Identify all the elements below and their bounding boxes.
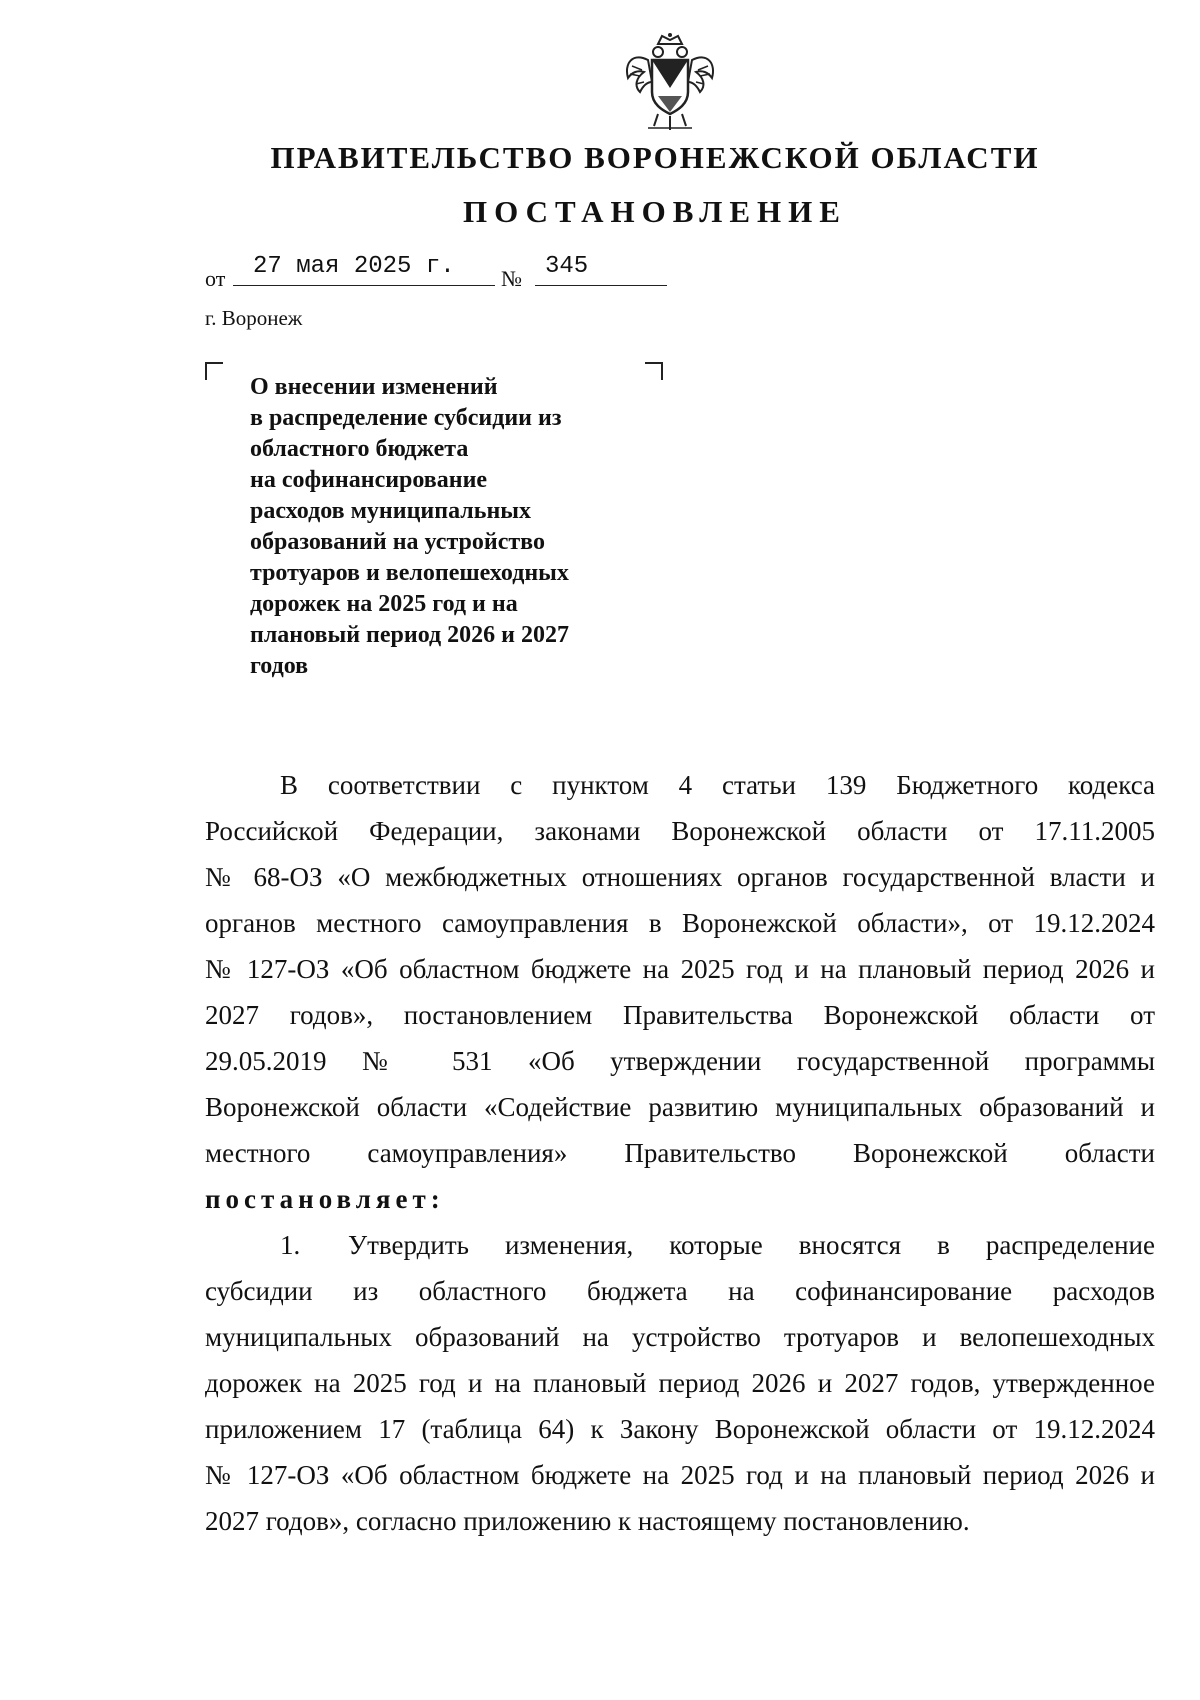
body-line: Воронежской области «Содействие развитию муниципальных образований и [205, 1092, 1155, 1122]
subject-line: годов [250, 653, 309, 679]
item-line: муниципальных образований на устройство тротуаров и велопешеходных [205, 1322, 1155, 1352]
body-line: 2027 годов», постановлением Правительства Воронежской области от [205, 1000, 1155, 1030]
item-line: приложением 17 (таблица 64) к Закону Воронежской области от 19.12.2024 [205, 1414, 1155, 1444]
subject-line: О внесении изменений [250, 374, 498, 400]
item-number: 1. [280, 1230, 301, 1260]
item-line: 2027 годов», согласно приложению к настоящему постановлению. [205, 1506, 970, 1536]
document-type: ПОСТАНОВЛЕНИЕ [463, 194, 847, 229]
subject-line: на софинансирование [250, 467, 488, 493]
document-date: 27 мая 2025 г. [253, 253, 455, 280]
document-body [205, 762, 1155, 1544]
body-line: В соответствии с пунктом 4 статьи 139 Бюджетного кодекса [280, 770, 1155, 800]
body-line: Российской Федерации, законами Воронежской области от 17.11.2005 [205, 816, 1155, 846]
subject-line: в распределение субсидии из [250, 405, 562, 431]
number-label: № [501, 266, 522, 291]
subject-line: областного бюджета [250, 436, 469, 462]
subject-line: плановый период 2026 и 2027 [250, 622, 569, 648]
organization-title: ПРАВИТЕЛЬСТВО ВОРОНЕЖСКОЙ ОБЛАСТИ [270, 140, 1040, 175]
item-line: № 127-ОЗ «Об областном бюджете на 2025 год и на плановый период 2026 и [205, 1460, 1155, 1490]
item-1-first-line [205, 1222, 1155, 1268]
body-line: органов местного самоуправления в Воронежской области», от 19.12.2024 [205, 908, 1155, 938]
number-underline [535, 285, 667, 286]
body-line: 29.05.2019 № 531 «Об утверждении государственной программы [205, 1046, 1155, 1076]
subject-line: тротуаров и велопешеходных [250, 560, 569, 586]
body-line: № 68-ОЗ «О межбюджетных отношениях органов государственной власти и [205, 862, 1155, 892]
city: г. Воронеж [205, 306, 303, 330]
item-line: субсидии из областного бюджета на софинансирование расходов [205, 1276, 1155, 1306]
body-line: № 127-ОЗ «Об областном бюджете на 2025 год и на плановый период 2026 и [205, 954, 1155, 984]
document-subject [250, 372, 670, 682]
subject-line: расходов муниципальных [250, 498, 532, 524]
decree-word: постановляет: [205, 1184, 445, 1214]
subject-corner-left [205, 362, 223, 380]
from-label: от [205, 266, 226, 291]
date-number-line [205, 252, 675, 292]
subject-line: дорожек на 2025 год и на [250, 591, 518, 617]
date-underline [233, 285, 495, 286]
subject-line: образований на устройство [250, 529, 545, 555]
coat-of-arms-icon [618, 30, 722, 134]
item-text: Утвердить изменения, которые вносятся в распределение [348, 1230, 1155, 1260]
item-line: дорожек на 2025 год и на плановый период 2026 и 2027 годов, утвержденное [205, 1368, 1155, 1398]
document-number: 345 [545, 253, 589, 280]
body-line: местного самоуправления» Правительство Воронежской области [205, 1138, 1155, 1168]
